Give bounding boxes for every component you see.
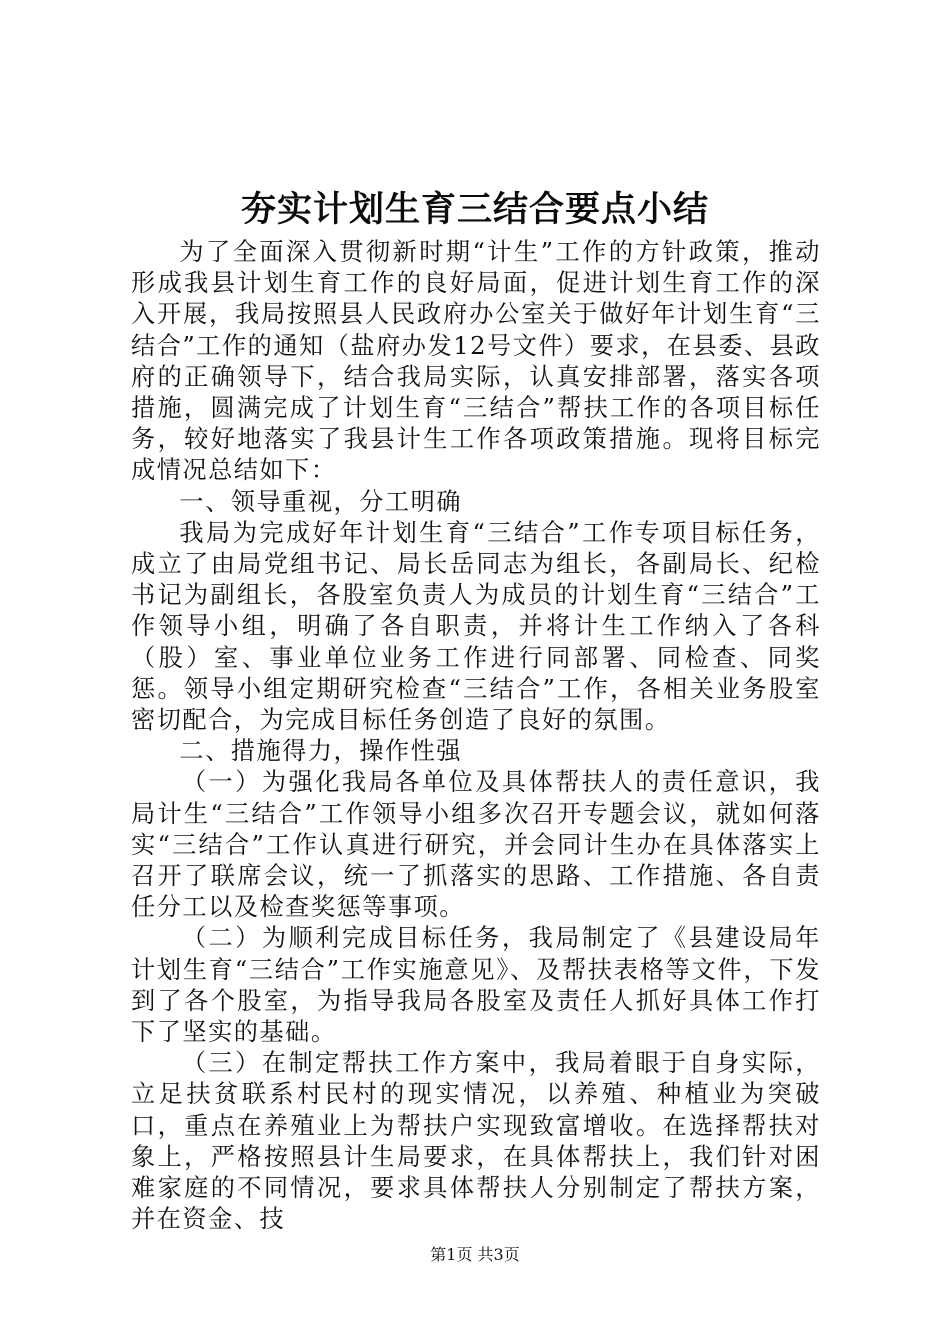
section-heading-1: 一、领导重视，分工明确: [179, 487, 462, 516]
document-title: 夯实计划生育三结合要点小结: [240, 190, 709, 230]
section-heading-2: 二、措施得力，操作性强: [179, 737, 462, 766]
page-footer: 第1页 共3页: [430, 1245, 520, 1264]
document-body: [131, 237, 821, 1236]
section-2-item-2: （二）为顺利完成目标任务，我局制定了《县建设局年计划生育“三结合”工作实施意见》、及帮扶表格等文件，下发到了各个股室，为指导我局各股室及责任人抓好具体工作打下了坚实的基础。: [131, 924, 821, 1047]
section-2-item-1: （一）为强化我局各单位及具体帮扶人的责任意识，我局计生“三结合”工作领导小组多次召开专题会议，就如何落实“三结合”工作认真进行研究，并会同计生办在具体落实上召开了联席会议，统一了抓落实的思路、工作措施、各自责任分工以及检查奖惩等事项。: [131, 768, 821, 922]
section-2-item-3: （三）在制定帮扶工作方案中，我局着眼于自身实际，立足扶贫联系村民村的现实情况，以养殖、种植业为突破口，重点在养殖业上为帮扶户实现致富增收。在选择帮扶对象上，严格按照县计生局要求，在具体帮扶上，我们针对困难家庭的不同情况，要求具体帮扶人分别制定了帮扶方案，并在资金、技: [131, 1049, 821, 1234]
intro-paragraph: 为了全面深入贯彻新时期“计生”工作的方针政策，推动形成我县计划生育工作的良好局面，促进计划生育工作的深入开展，我局按照县人民政府办公室关于做好年计划生育“三结合”工作的通知（盐府办发12号文件）要求，在县委、县政府的正确领导下，结合我局实际，认真安排部署，落实各项措施，圆满完成了计划生育“三结合”帮扶工作的各项目标任务，较好地落实了我县计生工作各项政策措施。现将目标完成情况总结如下：: [131, 238, 821, 485]
section-1-paragraph: 我局为完成好年计划生育“三结合”工作专项目标任务，成立了由局党组书记、局长岳同志为组长，各副局长、纪检书记为副组长，各股室负责人为成员的计划生育“三结合”工作领导小组，明确了各自职责，并将计生工作纳入了各科（股）室、事业单位业务工作进行同部署、同检查、同奖惩。领导小组定期研究检查“三结合”工作，各相关业务股室密切配合，为完成目标任务创造了良好的氛围。: [131, 518, 821, 735]
